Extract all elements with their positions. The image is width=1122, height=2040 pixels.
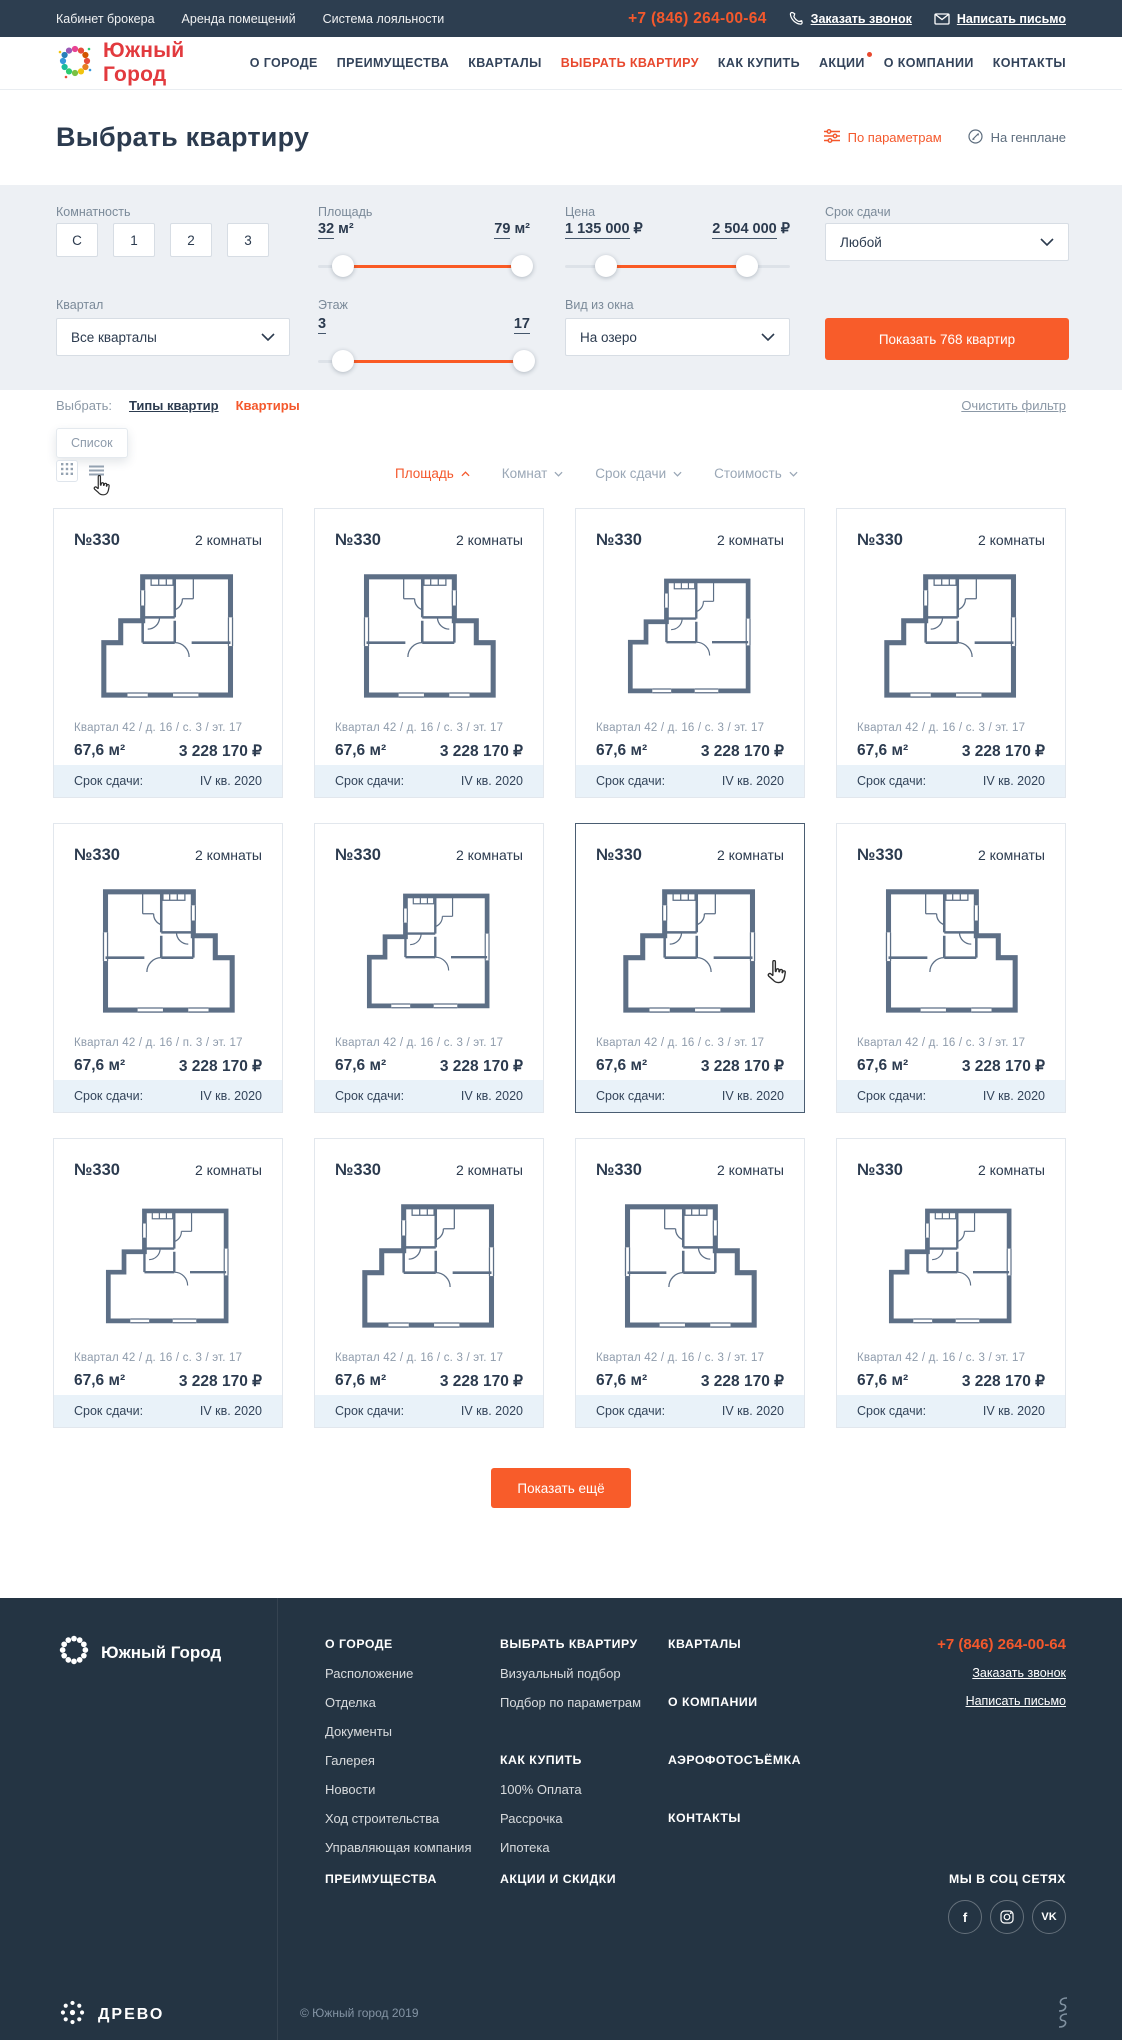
area-range-values: [318, 221, 530, 237]
term-value: IV кв. 2020: [199, 774, 262, 788]
grid-view-button[interactable]: [56, 460, 78, 482]
footer-link[interactable]: Ход строительства: [325, 1811, 440, 1826]
footer-link[interactable]: Подбор по параметрам: [500, 1695, 642, 1710]
floorplan-image: [54, 560, 282, 710]
apartment-term-strip: [837, 1395, 1065, 1427]
deadline-select-value: Любой: [840, 234, 882, 250]
footer-link[interactable]: Новости: [325, 1782, 376, 1797]
term-label: Срок сдачи:: [596, 774, 666, 788]
apartment-term-strip: [315, 1080, 543, 1112]
room-option-button[interactable]: 2: [170, 223, 212, 257]
area-slider-knob-max[interactable]: [511, 255, 533, 277]
floorplan-image: [576, 1190, 804, 1340]
choose-row: [56, 398, 1066, 413]
apartment-location: Квартал 42 / д. 16 / п. 3 / эт. 17: [74, 1037, 243, 1049]
topbar-link[interactable]: Система лояльности: [322, 11, 445, 26]
menu-item[interactable]: ПРЕИМУЩЕСТВА: [336, 56, 450, 70]
apartment-summary: [54, 742, 282, 761]
apartment-number: №330: [74, 531, 120, 549]
footer-social-title: МЫ В СОЦ СЕТЯХ: [948, 1872, 1066, 1886]
footer-section-title[interactable]: КОНТАКТЫ: [668, 1811, 741, 1825]
grid-icon: [61, 462, 73, 480]
apartment-rooms: 2 комнаты: [194, 1162, 262, 1178]
term-value: IV кв. 2020: [982, 774, 1045, 788]
term-value: IV кв. 2020: [721, 1089, 784, 1103]
apartment-area: 67,6 м²: [596, 1057, 648, 1074]
apartment-card-header: [837, 824, 1065, 865]
footer-select-links: [500, 1659, 641, 1717]
sort-option-label: Комнат: [501, 466, 548, 481]
floor-slider-range: [343, 360, 523, 363]
term-label: Срок сдачи:: [335, 1404, 405, 1418]
chevron-down-icon: [789, 471, 798, 477]
apartment-term-strip: [576, 765, 804, 797]
apartment-price: 3 228 170 ₽: [178, 1373, 262, 1390]
footer-column-select: [500, 1630, 641, 1862]
deadline-filter-label: Срок сдачи: [825, 205, 891, 219]
term-label: Срок сдачи:: [596, 1089, 666, 1103]
apartment-summary: [315, 1372, 543, 1391]
apartment-card-header: [54, 1139, 282, 1180]
quarter-select-value: Все кварталы: [71, 329, 157, 345]
footer-buy-links: [500, 1775, 641, 1862]
sort-option[interactable]: [395, 466, 470, 481]
menu-item[interactable]: О ГОРОДЕ: [249, 56, 318, 70]
apartment-card-header: [54, 824, 282, 865]
rooms-filter-label: Комнатность: [56, 205, 131, 219]
logo-text: Южный Город: [103, 39, 185, 86]
apartment-location: Квартал 42 / д. 16 / с. 3 / эт. 17: [335, 1352, 504, 1364]
topbar-link[interactable]: Аренда помещений: [181, 11, 296, 26]
menu-item[interactable]: КВАРТАЛЫ: [468, 56, 542, 70]
drevo-brand-text: ДРЕВО: [98, 2006, 165, 2023]
apartment-card[interactable]: [575, 508, 805, 798]
apartment-area: 67,6 м²: [74, 742, 126, 759]
floor-min-value[interactable]: 3: [318, 316, 327, 332]
view-mode-links: [824, 129, 1066, 147]
apartment-number: №330: [335, 1161, 381, 1179]
apartment-term-strip: [837, 765, 1065, 797]
footer-title-about[interactable]: О ГОРОДЕ: [325, 1637, 393, 1651]
apartment-card-header: [837, 509, 1065, 550]
apartment-card-header: [837, 1139, 1065, 1180]
sort-option-label: Площадь: [395, 466, 454, 481]
window-view-filter-label: Вид из окна: [565, 298, 634, 312]
footer-title-advantages[interactable]: ПРЕИМУЩЕСТВА: [325, 1872, 437, 1886]
floor-range-values: [318, 316, 530, 334]
navbar: [0, 37, 1122, 90]
term-label: Срок сдачи:: [74, 1089, 144, 1103]
apartment-rooms: 2 комнаты: [977, 847, 1045, 863]
chevron-down-icon: [673, 471, 682, 477]
footer-link[interactable]: Визуальный подбор: [500, 1666, 621, 1681]
floorplan-image: [837, 875, 1065, 1025]
footer-link[interactable]: Галерея: [325, 1753, 375, 1768]
deadline-select[interactable]: [825, 223, 1069, 261]
apartment-area: 67,6 м²: [596, 742, 648, 759]
copyright: © Южный город 2019: [300, 2006, 419, 2020]
floor-filter-label: Этаж: [318, 298, 348, 312]
apartment-number: №330: [335, 531, 381, 549]
rooms-buttons: [56, 223, 269, 257]
apartment-summary: [576, 1372, 804, 1391]
term-label: Срок сдачи:: [335, 774, 405, 788]
footer-link[interactable]: Рассрочка: [500, 1811, 563, 1826]
apartment-number: №330: [596, 846, 642, 864]
vk-icon[interactable]: VK: [1032, 1900, 1066, 1934]
footer-section-title[interactable]: КВАРТАЛЫ: [668, 1637, 742, 1651]
apartment-area: 67,6 м²: [857, 1057, 909, 1074]
apartment-number: №330: [857, 1161, 903, 1179]
show-apartments-button[interactable]: Показать 768 квартир: [825, 318, 1069, 360]
footer-contacts: [937, 1630, 1066, 1715]
apartment-number: №330: [857, 531, 903, 549]
room-option-button[interactable]: 3: [227, 223, 269, 257]
term-label: Срок сдачи:: [596, 1404, 666, 1418]
phone-number[interactable]: +7 (846) 264-00-64: [628, 9, 767, 27]
apartment-grid: [53, 508, 1066, 1428]
apartment-term-strip: [54, 765, 282, 797]
apartment-summary: [576, 1057, 804, 1076]
topbar-link[interactable]: Кабинет брокера: [56, 11, 155, 26]
term-label: Срок сдачи:: [335, 1089, 405, 1103]
sliders-icon: [824, 129, 840, 146]
apartment-price: 3 228 170 ₽: [178, 743, 262, 760]
apartment-rooms: 2 комнаты: [716, 1162, 784, 1178]
term-value: IV кв. 2020: [982, 1404, 1045, 1418]
drevo-logo-icon: [56, 1996, 89, 2034]
footer-write-letter-link[interactable]: Написать письмо: [965, 1694, 1066, 1708]
footer-title-promotions[interactable]: АКЦИИ И СКИДКИ: [500, 1872, 617, 1886]
term-value: IV кв. 2020: [460, 774, 523, 788]
apartment-term-strip: [54, 1395, 282, 1427]
term-value: IV кв. 2020: [460, 1404, 523, 1418]
footer-link[interactable]: Управляющая компания: [325, 1840, 472, 1855]
footer-order-call-link[interactable]: Заказать звонок: [972, 1666, 1066, 1680]
chevron-down-icon: [261, 333, 275, 341]
chevron-down-icon: [761, 333, 775, 341]
footer-link[interactable]: 100% Оплата: [500, 1782, 582, 1797]
apartment-price: 3 228 170 ₽: [439, 1058, 523, 1075]
apartment-card-header: [315, 1139, 543, 1180]
apartment-card[interactable]: [836, 1138, 1066, 1428]
floor-slider: [318, 350, 530, 372]
sort-option-label: Стоимость: [714, 466, 782, 481]
footer-link[interactable]: Отделка: [325, 1695, 376, 1710]
choose-label: Выбрать:: [56, 398, 112, 413]
apartment-area: 67,6 м²: [74, 1372, 126, 1389]
apartment-area: 67,6 м²: [335, 1057, 387, 1074]
main-menu: [250, 56, 1066, 70]
footer-link[interactable]: Документы: [325, 1724, 393, 1739]
load-more-button[interactable]: Показать ещё: [491, 1468, 631, 1508]
footer-logo-text: Южный Город: [101, 1642, 222, 1662]
footer-divider: [277, 1598, 278, 2040]
apartment-card-header: [54, 509, 282, 550]
apartment-location: Квартал 42 / д. 16 / с. 3 / эт. 17: [596, 722, 765, 734]
apartment-term-strip: [315, 1395, 543, 1427]
price-slider: [565, 255, 790, 277]
apartment-number: №330: [596, 1161, 642, 1179]
price-slider-knob-max[interactable]: [736, 255, 758, 277]
term-value: IV кв. 2020: [721, 1404, 784, 1418]
apartment-location: Квартал 42 / д. 16 / с. 3 / эт. 17: [335, 722, 504, 734]
menu-item[interactable]: ВЫБРАТЬ КВАРТИРУ: [560, 56, 699, 70]
footer-social-icons: [948, 1900, 1066, 1934]
apartment-area: 67,6 м²: [596, 1372, 648, 1389]
footer-logo[interactable]: [56, 1632, 221, 1673]
apartment-card[interactable]: [314, 823, 544, 1113]
apartment-rooms: 2 комнаты: [194, 847, 262, 863]
area-unit: м²: [514, 221, 530, 237]
price-filter-label: Цена: [565, 205, 596, 219]
apartment-price: 3 228 170 ₽: [961, 1373, 1045, 1390]
apartment-card-header: [576, 509, 804, 550]
apartment-number: №330: [74, 846, 120, 864]
tab-apartment-types[interactable]: Типы квартир: [128, 398, 219, 413]
floorplan-image: [576, 560, 804, 710]
room-option-button[interactable]: 1: [113, 223, 155, 257]
term-label: Срок сдачи:: [74, 774, 144, 788]
apartment-location: Квартал 42 / д. 16 / с. 3 / эт. 17: [596, 1037, 765, 1049]
apartment-area: 67,6 м²: [335, 742, 387, 759]
apartment-area: 67,6 м²: [74, 1057, 126, 1074]
floorplan-image: [54, 1190, 282, 1340]
apartment-term-strip: [576, 1395, 804, 1427]
apartment-term-strip: [837, 1080, 1065, 1112]
footer-section-title[interactable]: О КОМПАНИИ: [668, 1695, 758, 1709]
apartment-number: №330: [596, 531, 642, 549]
floorplan-image: [315, 560, 543, 710]
list-view-tooltip: Список: [56, 428, 128, 458]
menu-item[interactable]: О КОМПАНИИ: [883, 56, 974, 70]
order-call-link[interactable]: [789, 11, 912, 26]
write-letter-label: Написать письмо: [956, 11, 1066, 26]
footer-title-select-apartment[interactable]: ВЫБРАТЬ КВАРТИРУ: [500, 1637, 638, 1651]
apartment-price: 3 228 170 ₽: [439, 743, 523, 760]
apartment-card-header: [576, 824, 804, 865]
floorplan-image: [315, 875, 543, 1025]
apartment-price: 3 228 170 ₽: [700, 743, 784, 760]
apartment-area: 67,6 м²: [857, 1372, 909, 1389]
apartment-location: Квартал 42 / д. 16 / с. 3 / эт. 17: [857, 1037, 1026, 1049]
view-on-genplan-label: На генплане: [990, 130, 1066, 145]
area-filter-label: Площадь: [318, 205, 373, 219]
apartment-price: 3 228 170 ₽: [700, 1373, 784, 1390]
agency-logo[interactable]: [1056, 1996, 1070, 2033]
apartment-card[interactable]: [314, 508, 544, 798]
footer-column-about: [325, 1630, 472, 1862]
apartment-term-strip: [54, 1080, 282, 1112]
window-view-select[interactable]: [565, 318, 790, 356]
page-title: Выбрать квартиру: [56, 122, 310, 152]
spacer: [500, 1717, 641, 1746]
footer-title-how-to-buy[interactable]: КАК КУПИТЬ: [500, 1753, 582, 1767]
apartment-location: Квартал 42 / д. 16 / с. 3 / эт. 17: [335, 1037, 504, 1049]
apartment-location: Квартал 42 / д. 16 / с. 3 / эт. 17: [857, 722, 1026, 734]
apartment-summary: [315, 742, 543, 761]
apartment-card-header: [315, 509, 543, 550]
apartment-card[interactable]: [53, 823, 283, 1113]
view-by-params-link[interactable]: [824, 129, 942, 146]
apartment-rooms: 2 комнаты: [194, 532, 262, 548]
filter-panel: [0, 185, 1122, 390]
apartment-term-strip: [576, 1080, 804, 1112]
quarter-select[interactable]: [56, 318, 290, 356]
price-unit: ₽: [780, 221, 790, 237]
chevron-down-icon: [461, 471, 470, 477]
topbar-links: [56, 12, 444, 26]
apartment-rooms: 2 комнаты: [716, 532, 784, 548]
apartment-summary: [54, 1372, 282, 1391]
view-on-genplan-link[interactable]: [968, 129, 1066, 147]
term-value: IV кв. 2020: [199, 1089, 262, 1103]
apartment-card[interactable]: [836, 508, 1066, 798]
footer-link[interactable]: Ипотека: [500, 1840, 550, 1855]
apartment-area: 67,6 м²: [857, 742, 909, 759]
menu-item[interactable]: КОНТАКТЫ: [992, 56, 1066, 70]
apartment-rooms: 2 комнаты: [455, 532, 523, 548]
list-icon: [89, 463, 104, 481]
apartment-price: 3 228 170 ₽: [961, 1058, 1045, 1075]
tab-apartments[interactable]: Квартиры: [235, 398, 300, 413]
area-slider: [318, 255, 530, 277]
clear-filter-link[interactable]: Очистить фильтр: [961, 398, 1066, 413]
apartment-rooms: 2 комнаты: [455, 1162, 523, 1178]
floor-max-value[interactable]: 17: [513, 316, 530, 332]
price-max-value[interactable]: 2 504 000: [712, 221, 777, 237]
topbar: [0, 0, 1122, 37]
chevron-down-icon: [554, 471, 563, 477]
drevo-brand[interactable]: [56, 1996, 164, 2034]
floorplan-image: [576, 875, 804, 1025]
price-min-value[interactable]: 1 135 000: [565, 221, 630, 237]
apartment-summary: [837, 742, 1065, 761]
footer-column-sections: [668, 1630, 801, 1862]
apartment-location: Квартал 42 / д. 16 / с. 3 / эт. 17: [74, 1352, 243, 1364]
apartment-number: №330: [857, 846, 903, 864]
apartment-card-header: [315, 824, 543, 865]
apartment-rooms: 2 комнаты: [977, 1162, 1045, 1178]
apartment-price: 3 228 170 ₽: [961, 743, 1045, 760]
apartment-price: 3 228 170 ₽: [178, 1058, 262, 1075]
apartment-price: 3 228 170 ₽: [700, 1058, 784, 1075]
term-value: IV кв. 2020: [460, 1089, 523, 1103]
apartment-card-header: [576, 1139, 804, 1180]
apartment-summary: [54, 1057, 282, 1076]
apartment-rooms: 2 комнаты: [977, 532, 1045, 548]
footer-section-title[interactable]: АЭРОФОТОСЪЁМКА: [668, 1753, 802, 1767]
view-by-params-label: По параметрам: [847, 130, 942, 145]
apartment-card[interactable]: [836, 823, 1066, 1113]
write-letter-link[interactable]: [934, 12, 1066, 26]
price-range-values: [565, 221, 790, 237]
site-logo[interactable]: [56, 39, 250, 87]
floor-slider-knob-max[interactable]: [513, 350, 535, 372]
area-slider-range: [343, 265, 521, 268]
apartment-location: Квартал 42 / д. 16 / с. 3 / эт. 17: [596, 1352, 765, 1364]
term-label: Срок сдачи:: [857, 774, 927, 788]
term-label: Срок сдачи:: [857, 1089, 927, 1103]
apartment-card[interactable]: [53, 508, 283, 798]
apartment-card[interactable]: [314, 1138, 544, 1428]
term-value: IV кв. 2020: [982, 1089, 1045, 1103]
apartment-card[interactable]: [575, 1138, 805, 1428]
price-slider-knob-min[interactable]: [595, 255, 617, 277]
sort-option-label: Срок сдачи: [595, 466, 667, 481]
apartment-location: Квартал 42 / д. 16 / с. 3 / эт. 17: [857, 1352, 1026, 1364]
room-option-button[interactable]: С: [56, 223, 98, 257]
apartment-area: 67,6 м²: [335, 1372, 387, 1389]
envelope-icon: [934, 13, 950, 25]
apartment-summary: [315, 1057, 543, 1076]
chevron-down-icon: [1040, 238, 1054, 246]
title-bar: [0, 90, 1122, 185]
sort-row: [395, 466, 798, 481]
order-call-label: Заказать звонок: [810, 11, 912, 26]
apartment-summary: [576, 742, 804, 761]
term-label: Срок сдачи:: [74, 1404, 144, 1418]
apartment-location: Квартал 42 / д. 16 / с. 3 / эт. 17: [74, 722, 243, 734]
logo-icon: [56, 42, 94, 85]
footer-about-links: [325, 1659, 472, 1862]
list-view-button[interactable]: [88, 465, 104, 478]
price-slider-range: [606, 265, 748, 268]
quarter-filter-label: Квартал: [56, 298, 104, 312]
menu-item[interactable]: КАК КУПИТЬ: [717, 56, 800, 70]
floorplan-image: [315, 1190, 543, 1340]
area-min-value[interactable]: 32: [318, 221, 335, 237]
area-max-value[interactable]: 79: [494, 221, 511, 237]
facebook-icon[interactable]: f: [948, 1900, 982, 1934]
sort-option[interactable]: [714, 466, 798, 481]
sort-option[interactable]: [502, 466, 564, 481]
floorplan-image: [837, 560, 1065, 710]
footer-link[interactable]: Расположение: [325, 1666, 414, 1681]
footer-logo-icon: [56, 1632, 92, 1673]
apartment-number: №330: [74, 1161, 120, 1179]
topbar-contacts: [628, 10, 1066, 28]
apartment-card[interactable]: [53, 1138, 283, 1428]
floorplan-image: [837, 1190, 1065, 1340]
sort-option[interactable]: [595, 466, 682, 481]
area-slider-knob-min[interactable]: [332, 255, 354, 277]
apartment-summary: [837, 1057, 1065, 1076]
floor-slider-knob-min[interactable]: [332, 350, 354, 372]
menu-item[interactable]: АКЦИИ: [818, 56, 865, 70]
apartment-term-strip: [315, 765, 543, 797]
term-label: Срок сдачи:: [857, 1404, 927, 1418]
phone-icon: [789, 11, 804, 26]
apartment-price: 3 228 170 ₽: [439, 1373, 523, 1390]
footer-phone-number[interactable]: +7 (846) 264-00-64: [937, 1636, 1066, 1653]
footer: [0, 1598, 1122, 2040]
apartment-number: №330: [335, 846, 381, 864]
apartment-card[interactable]: [575, 823, 805, 1113]
apartment-rooms: 2 комнаты: [716, 847, 784, 863]
apartment-rooms: 2 комнаты: [455, 847, 523, 863]
price-unit: ₽: [633, 221, 643, 237]
apartment-summary: [837, 1372, 1065, 1391]
floorplan-image: [54, 875, 282, 1025]
compass-icon: [968, 129, 983, 147]
instagram-icon[interactable]: [990, 1900, 1024, 1934]
term-value: IV кв. 2020: [199, 1404, 262, 1418]
window-view-select-value: На озеро: [580, 329, 637, 345]
term-value: IV кв. 2020: [721, 774, 784, 788]
area-unit: м²: [338, 221, 354, 237]
